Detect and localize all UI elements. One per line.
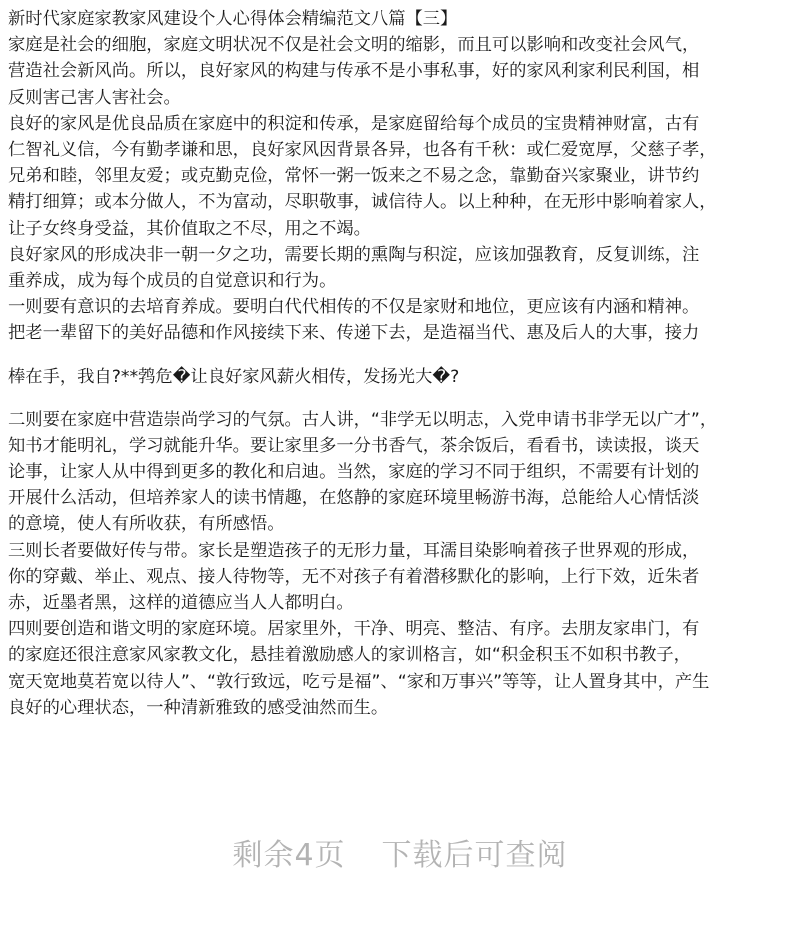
broken-text-line: 棒在手，我自?**鹁危�让良好家风薪火相传，发扬光大�? xyxy=(8,367,460,388)
text-line: 的意境，使人有所收获，有所感悟。 xyxy=(8,514,285,535)
text-line: 家庭是社会的细胞，家庭文明状况不仅是社会文明的缩影，而且可以影响和改变社会风气， xyxy=(8,35,700,56)
download-prompt[interactable] xyxy=(0,830,800,874)
document-title: 新时代家庭家教家风建设个人心得体会精编范文八篇【三】 xyxy=(8,9,458,29)
text-line: 二则要在家庭中营造崇尚学习的气氛。古人讲，“非学无以明志，入党申请书非学无以广才”， xyxy=(8,409,718,430)
text-line: 一则要有意识的去培育养成。要明白代代相传的不仅是家财和地位，更应该有内涵和精神。 xyxy=(8,297,700,318)
text-line: 良好家风的形成决非一朝一夕之功，需要长期的熏陶与积淀，应该加强教育，反复训练，注 xyxy=(8,244,700,265)
text-line: 精打细算；或本分做人，不为富动，尽职敬事，诚信待人。以上种种，在无形中影响着家人， xyxy=(8,192,717,213)
text-line: 四则要创造和谐文明的家庭环境。居家里外，干净、明亮、整洁、有序。去朋友家串门，有 xyxy=(8,619,700,640)
text-line: 宽天宽地莫若宽以待人”、“敦行致远，吃亏是福”、“家和万事兴”等等，让人置身其中，产生 xyxy=(8,671,710,692)
text-line: 论事，让家人从中得到更多的教化和启迪。当然，家庭的学习不同于组织，不需要有计划的 xyxy=(8,462,700,482)
document-body xyxy=(8,6,792,721)
text-line: 知书才能明礼，学习就能升华。要让家里多一分书香气，茶余饭后，看看书，读读报，谈天 xyxy=(8,435,700,456)
text-line: 兄弟和睦，邻里友爱；或克勤克俭，常怀一粥一饭来之不易之念，靠勤奋兴家聚业，讲节约 xyxy=(8,166,700,187)
text-line: 营造社会新风尚。所以，良好家风的构建与传承不是小事私事，好的家风利家利民利国，相 xyxy=(8,61,700,82)
text-line: 仁智礼义信，今有勤孝谦和思，良好家风因背景各异，也各有千秋：或仁爱宽厚，父慈子孝， xyxy=(8,139,717,160)
text-line: 重养成，成为每个成员的自觉意识和行为。 xyxy=(8,270,337,291)
text-line: 让子女终身受益，其价值取之不尽，用之不竭。 xyxy=(8,218,371,239)
text-line: 你的穿戴、举止、观点、接人待物等，无不对孩子有着潜移默化的影响，上行下效，近朱者 xyxy=(8,566,700,587)
text-line: 的家庭还很注意家风家教文化，悬挂着激励感人的家训格言，如“积金积玉不如积书教子， xyxy=(8,645,691,666)
text-line: 三则长者要做好传与带。家长是塑造孩子的无形力量，耳濡目染影响着孩子世界观的形成， xyxy=(8,540,700,561)
text-line: 赤，近墨者黑，这样的道德应当人人都明白。 xyxy=(8,592,354,613)
text-line: 把老一辈留下的美好品德和作风接续下来、传递下去，是造福当代、惠及后人的大事，接力 xyxy=(8,323,700,344)
download-to-view-label: 下载后可查阅 xyxy=(381,838,568,873)
remaining-pages-label: 剩余4页 xyxy=(232,838,346,873)
text-line: 开展什么活动，但培养家人的读书情趣，在悠静的家庭环境里畅游书海，总能给人心情恬淡 xyxy=(8,488,700,509)
text-line: 良好的家风是优良品质在家庭中的积淀和传承，是家庭留给每个成员的宝贵精神财富，古有 xyxy=(8,113,700,134)
text-line: 良好的心理状态，一种清新雅致的感受油然而生。 xyxy=(8,697,389,718)
text-line: 反则害己害人害社会。 xyxy=(8,87,181,108)
